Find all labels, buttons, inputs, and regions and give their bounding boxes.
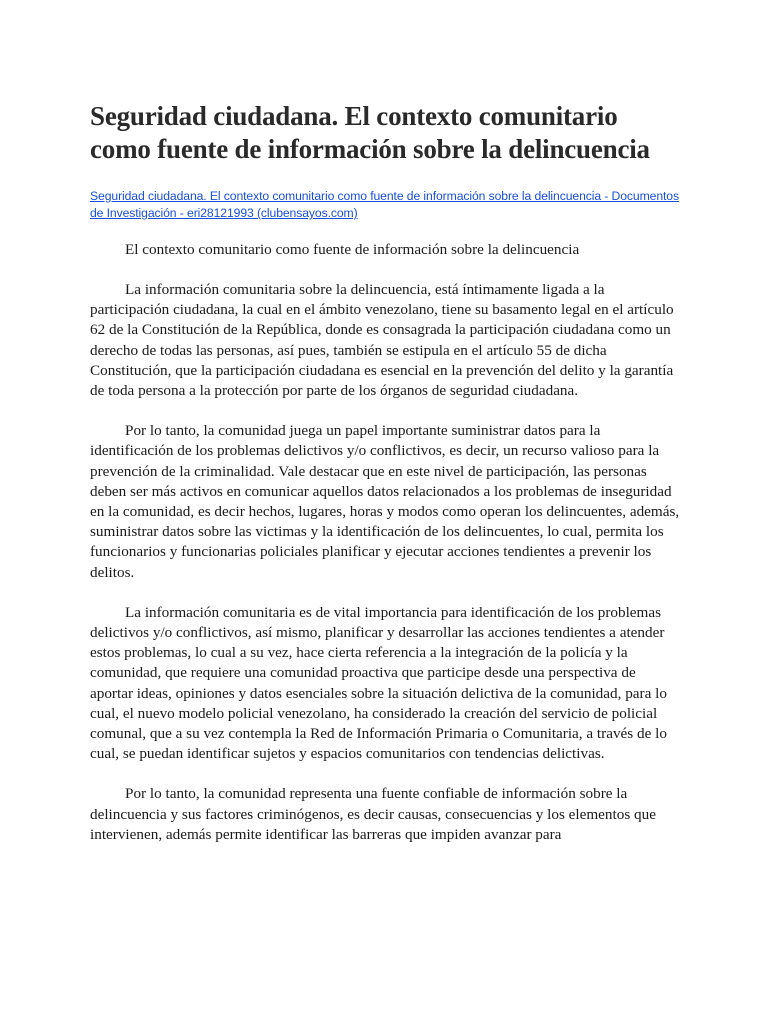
paragraph-1: La información comunitaria sobre la delincuencia, está íntimamente ligada a la participación ciudadana, la cual en el ámbito venezolano, tiene su basamento legal en el artículo 62 de la Constitución de la República, donde es consagrada la participación ciudadana como un derecho de todas las personas, así pues, también se estipula en el artículo 55 de dicha Constitución, que la participación ciudadana es esencial en la prevención del delito y la garantía de toda persona a la protección por parte de los órganos de seguridad ciudadana. bbox=[90, 281, 674, 400]
document-title: Seguridad ciudadana. El contexto comunitario como fuente de información sobre la delincuencia bbox=[90, 101, 650, 164]
paragraph-4: Por lo tanto, la comunidad representa una fuente confiable de información sobre la delincuencia y sus factores criminógenos, es decir causas, consecuencias y los elementos que intervienen, además permite identificar las barreras que impiden avanzar para bbox=[90, 785, 656, 843]
document-page bbox=[90, 100, 680, 865]
source-link[interactable]: Seguridad ciudadana. El contexto comunitario como fuente de información sobre la delincuencia - Documentos de Investigación - eri28121993 (clubensayos.com) bbox=[90, 189, 679, 220]
paragraph-3: La información comunitaria es de vital importancia para identificación de los problemas delictivos y/o conflictivos, así mismo, planificar y desarrollar las acciones tendientes a atender estos problemas, lo cual a su vez, hace cierta referencia a la integración de la policía y la comunidad, que requiere una comunidad proactiva que participe desde una perspectiva de aportar ideas, opiniones y datos esenciales sobre la situación delictiva de la comunidad, para lo cual, el nuevo modelo policial venezolano, ha considerado la creación del servicio de policial comunal, que a su vez contempla la Red de Información Primaria o Comunitaria, a través de lo cual, se puedan identificar sujetos y espacios comunitarios con tendencias delictivas. bbox=[90, 603, 667, 763]
paragraph-2: Por lo tanto, la comunidad juega un papel importante suministrar datos para la identificación de los problemas delictivos y/o conflictivos, es decir, un recurso valioso para la prevención de la criminalidad. Vale destacar que en este nivel de participación, las personas deben ser más activos en comunicar aquellos datos relacionados a los problemas de inseguridad en la comunidad, es decir hechos, lugares, horas y modos como operan los delincuentes, además, suministrar datos sobre las victimas y la identificación de los delincuentes, lo cual, permita los funcionarios y funcionarias policiales planificar y ejecutar acciones tendientes a prevenir los delitos. bbox=[90, 422, 680, 581]
document-subheading: El contexto comunitario como fuente de información sobre la delincuencia bbox=[125, 241, 580, 258]
